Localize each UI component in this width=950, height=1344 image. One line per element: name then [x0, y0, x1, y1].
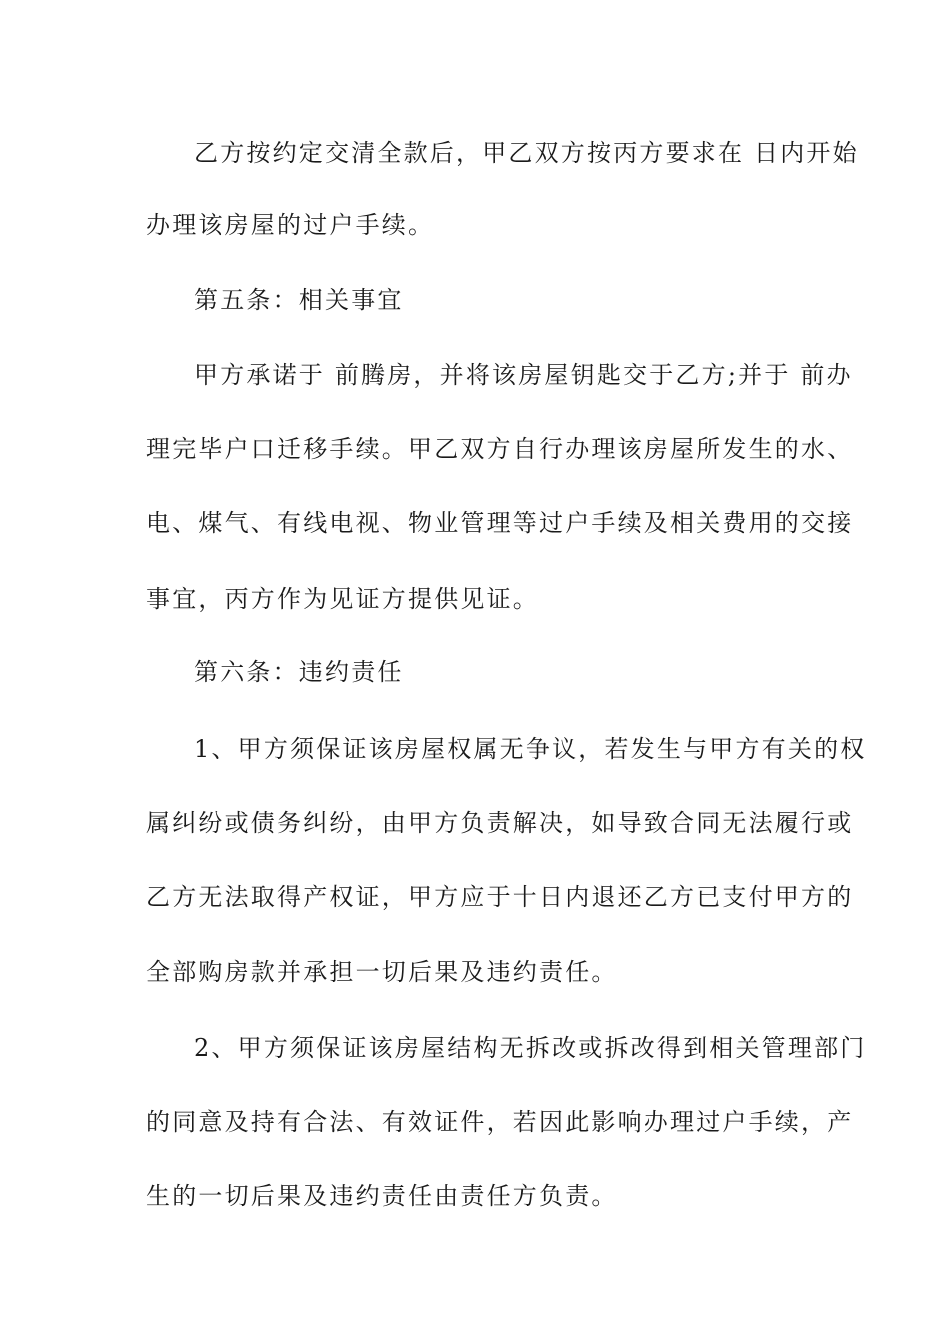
paragraph-line: 生的一切后果及违约责任由责任方负责。	[146, 1182, 618, 1210]
paragraph-line: 属纠纷或债务纠纷，由甲方负责解决，如导致合同无法履行或	[146, 809, 854, 837]
paragraph-line: 办理该房屋的过户手续。	[146, 211, 435, 239]
paragraph-line: 事宜，丙方作为见证方提供见证。	[146, 585, 539, 613]
paragraph-line: 全部购房款并承担一切后果及违约责任。	[146, 958, 618, 986]
paragraph-line: 2、甲方须保证该房屋结构无拆改或拆改得到相关管理部门	[194, 1034, 867, 1062]
paragraph-line: 乙方按约定交清全款后，甲乙双方按丙方要求在 日内开始	[194, 139, 859, 167]
paragraph-line: 乙方无法取得产权证，甲方应于十日内退还乙方已支付甲方的	[146, 883, 854, 911]
section-heading: 第六条：违约责任	[194, 658, 404, 686]
paragraph-line: 1、甲方须保证该房屋权属无争议，若发生与甲方有关的权	[194, 735, 867, 763]
paragraph-line: 的同意及持有合法、有效证件，若因此影响办理过户手续，产	[146, 1108, 854, 1136]
section-heading: 第五条：相关事宜	[194, 286, 404, 314]
paragraph-line: 理完毕户口迁移手续。甲乙双方自行办理该房屋所发生的水、	[146, 435, 854, 463]
paragraph-line: 电、煤气、有线电视、物业管理等过户手续及相关费用的交接	[146, 509, 854, 537]
paragraph-line: 甲方承诺于 前腾房，并将该房屋钥匙交于乙方;并于 前办	[194, 361, 853, 389]
